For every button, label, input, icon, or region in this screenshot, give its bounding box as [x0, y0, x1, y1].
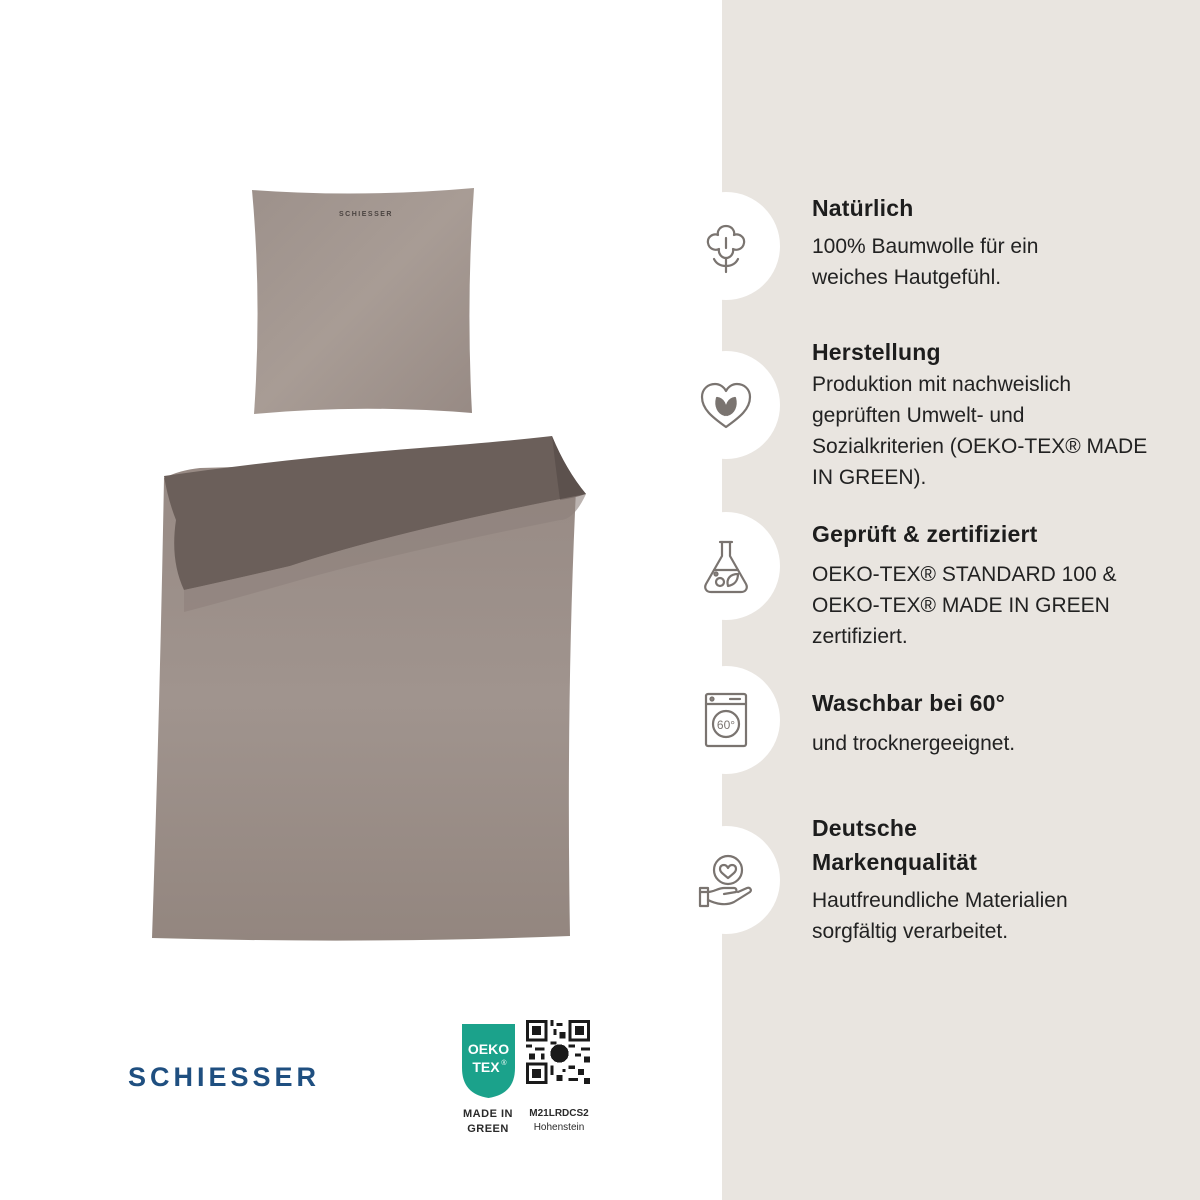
made-in-green-label: MADE IN GREEN	[463, 1108, 513, 1135]
svg-text:OEKO: OEKO	[467, 1041, 510, 1057]
feature-certified	[812, 517, 1192, 652]
feature-washable	[812, 686, 1192, 759]
svg-text:60°: 60°	[716, 718, 736, 732]
feature-natural	[812, 191, 1192, 293]
feature-body: OEKO-TEX® STANDARD 100 & OEKO-TEX® MADE IN GREEN zertifiziert.	[812, 563, 1117, 648]
feature-body: und trocknergeeignet.	[812, 732, 1016, 755]
feature-production	[812, 335, 1192, 493]
cotton-icon	[672, 192, 780, 300]
feature-title: Geprüft & zertifiziert	[812, 521, 1038, 547]
feature-title: Natürlich	[812, 195, 914, 221]
brand-logo: SCHIESSER	[128, 1062, 321, 1092]
feature-body: 100% Baumwolle für ein weiches Hautgefühl.	[812, 235, 1039, 289]
feature-title: Herstellung	[812, 339, 941, 365]
feature-body: Produktion mit nachweislich geprüften Umwelt- und Sozialkriterien (OEKO-TEX® MADE IN GREEN).	[812, 373, 1148, 489]
svg-text:SCHIESSER: SCHIESSER	[339, 211, 393, 218]
feature-title: Waschbar bei 60°	[812, 690, 1006, 716]
qr-code-icon	[526, 1020, 590, 1084]
flask-icon	[672, 512, 780, 620]
washing-machine-icon	[672, 666, 780, 774]
pillow	[252, 188, 474, 414]
hand-heart-icon	[672, 826, 780, 934]
certification-code: M21LRDCS2	[529, 1108, 589, 1119]
oeko-tex-badge	[456, 1020, 521, 1100]
feature-title: Deutsche Markenqualität	[812, 815, 978, 875]
pillow-logo-text	[339, 211, 393, 218]
certification-institute: Hohenstein	[533, 1122, 585, 1133]
svg-text:TEX: TEX	[472, 1059, 500, 1075]
feature-quality	[812, 811, 1192, 947]
svg-text:®: ®	[501, 1060, 507, 1067]
features-panel	[716, 0, 1200, 1200]
feature-body: Hautfreundliche Materialien sorgfältig verarbeitet.	[812, 889, 1068, 943]
heart-leaf-icon	[672, 351, 780, 459]
